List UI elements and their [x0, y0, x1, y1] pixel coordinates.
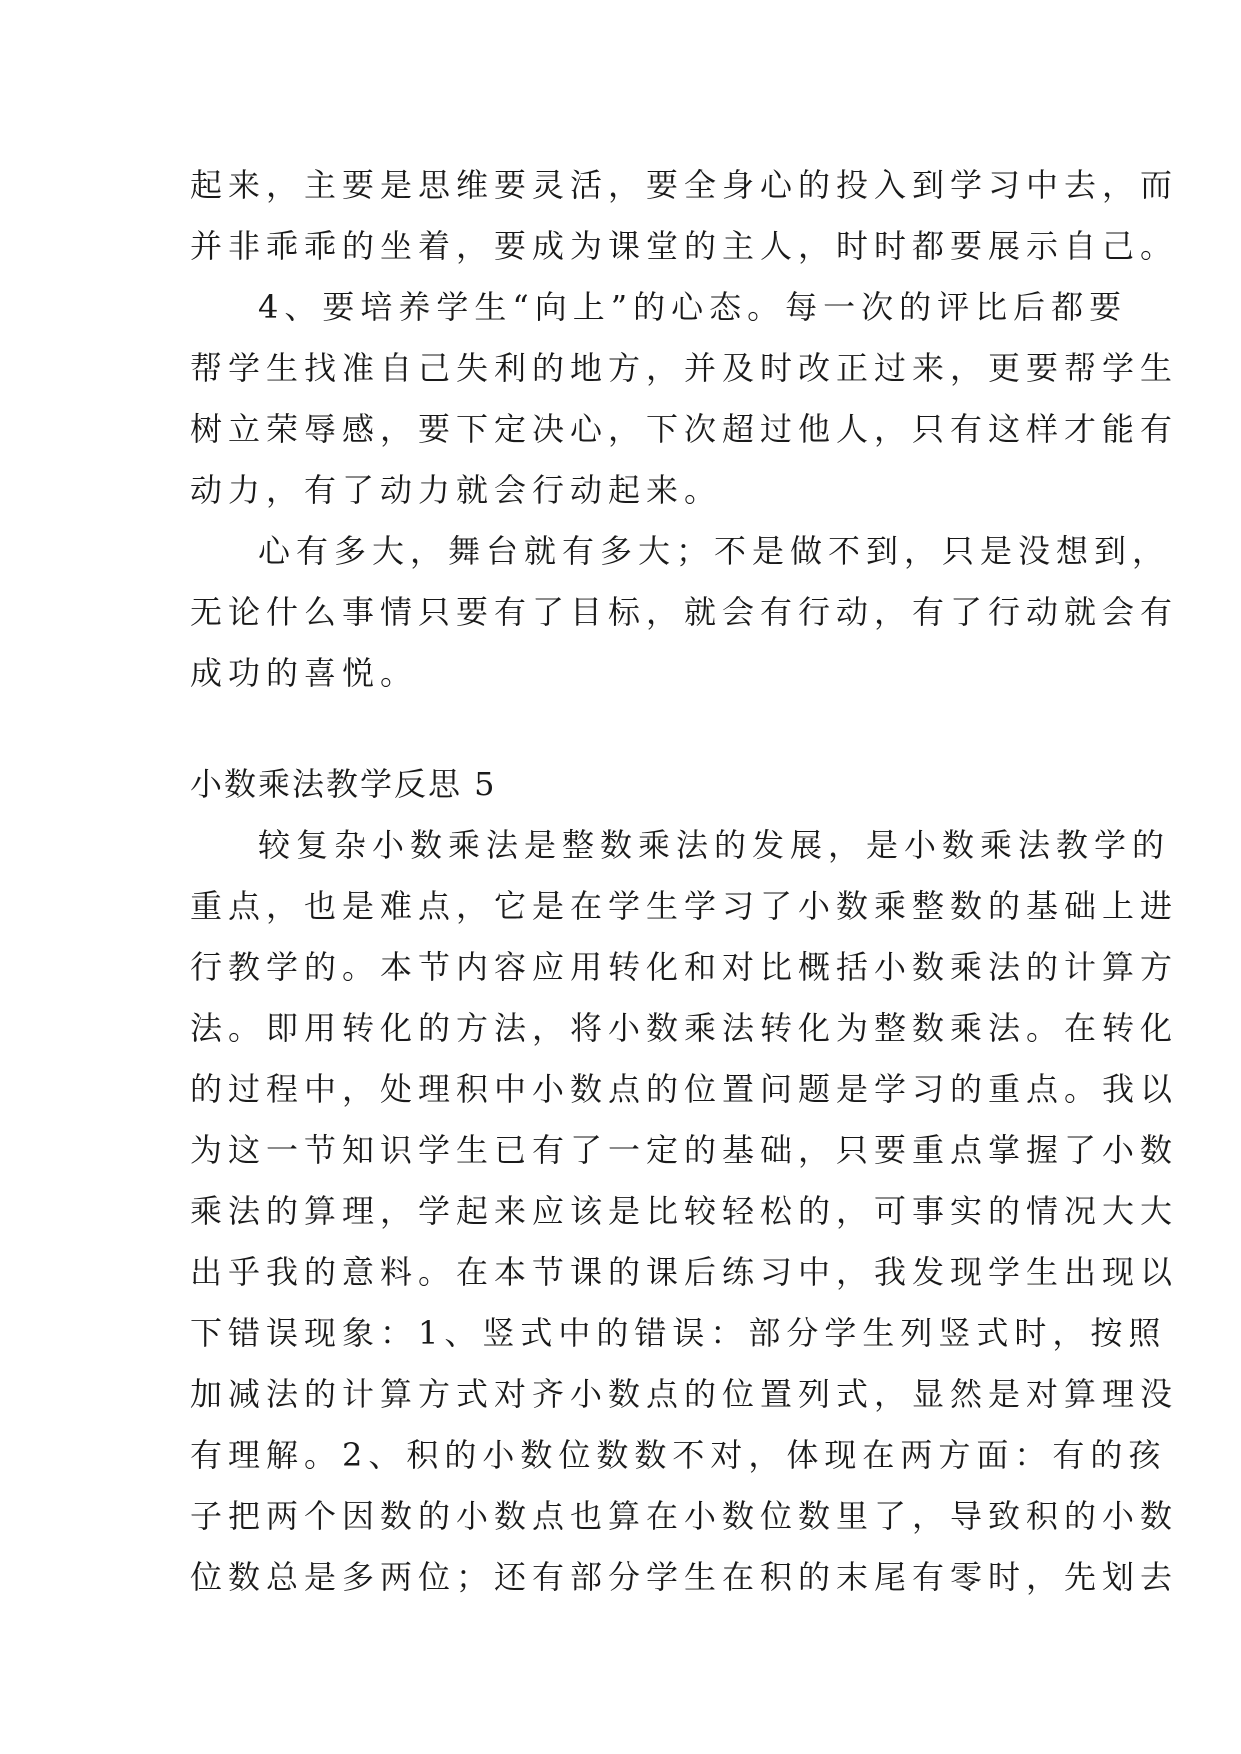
document-page: [190, 155, 1179, 1608]
text-line: 起来，主要是思维要灵活，要全身心的投入到学习中去，而: [190, 166, 1179, 204]
text-line: 下错误现象：1、竖式中的错误：部分学生列竖式时，按照: [190, 1314, 1167, 1352]
text-line: 心有多大，舞台就有多大；不是做不到，只是没想到，: [258, 532, 1171, 570]
section-title: 小数乘法教学反思 5: [190, 765, 497, 803]
text-line: 加减法的计算方式对齐小数点的位置列式，显然是对算理没: [190, 1375, 1179, 1413]
text-line: 出乎我的意料。在本节课的课后练习中，我发现学生出现以: [190, 1253, 1179, 1291]
text-line: 有理解。2、积的小数位数数不对，体现在两方面：有的孩: [190, 1436, 1167, 1474]
text-line: 行教学的。本节内容应用转化和对比概括小数乘法的计算方: [190, 948, 1179, 986]
text-line: 为这一节知识学生已有了一定的基础，只要重点掌握了小数: [190, 1131, 1179, 1169]
text-line: 树立荣辱感，要下定决心，下次超过他人，只有这样才能有: [190, 410, 1179, 448]
text-line: 成功的喜悦。: [190, 654, 419, 692]
text-line: 子把两个因数的小数点也算在小数位数里了，导致积的小数: [190, 1497, 1179, 1535]
text-line: 较复杂小数乘法是整数乘法的发展，是小数乘法教学的: [258, 826, 1171, 864]
text-line: 4、要培养学生“向上”的心态。每一次的评比后都要: [258, 288, 1128, 326]
text-line: 位数总是多两位；还有部分学生在积的末尾有零时，先划去: [190, 1558, 1179, 1596]
text-line: 动力，有了动力就会行动起来。: [190, 471, 723, 509]
section-gap: [190, 704, 1070, 754]
text-line: 并非乖乖的坐着，要成为课堂的主人，时时都要展示自己。: [190, 227, 1179, 265]
text-line: 帮学生找准自己失利的地方，并及时改正过来，更要帮学生: [190, 349, 1179, 387]
text-line: 无论什么事情只要有了目标，就会有行动，有了行动就会有: [190, 593, 1179, 631]
text-line: 重点，也是难点，它是在学生学习了小数乘整数的基础上进: [190, 887, 1179, 925]
text-line: 的过程中，处理积中小数点的位置问题是学习的重点。我以: [190, 1070, 1179, 1108]
text-line: 法。即用转化的方法，将小数乘法转化为整数乘法。在转化: [190, 1009, 1179, 1047]
text-line: 乘法的算理，学起来应该是比较轻松的，可事实的情况大大: [190, 1192, 1179, 1230]
